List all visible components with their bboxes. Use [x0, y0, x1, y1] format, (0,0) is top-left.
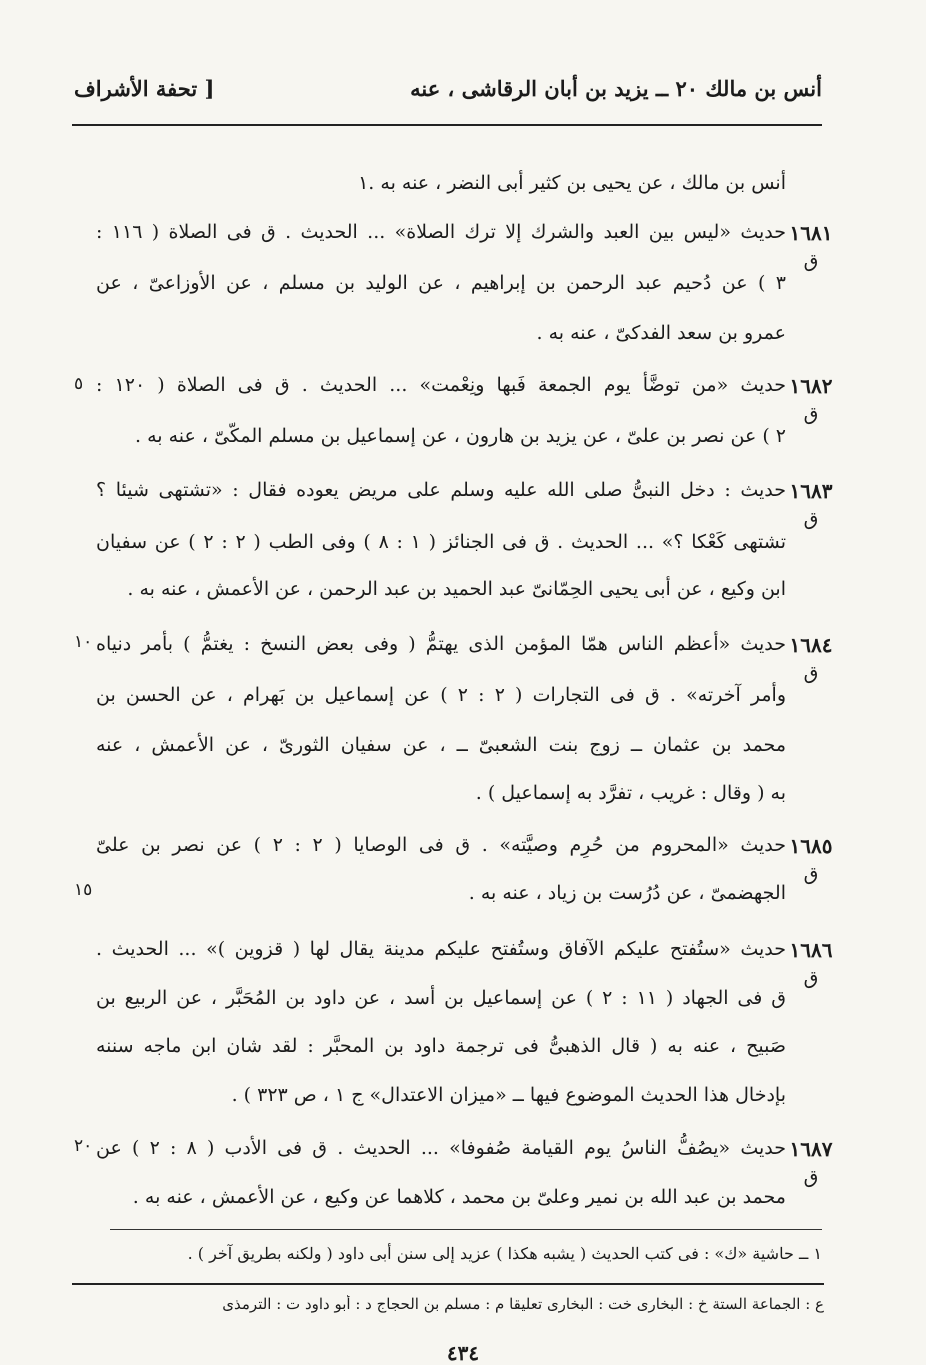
entry-line: حديث «المحروم من حُرِم وصيَّته» . ق فى الوصايا ( ٢ : ٢ ) عن نصر بن علىّ: [96, 834, 786, 856]
entry-line: به ( وقال : غريب ، تفرَّد به إسماعيل ) .: [475, 782, 786, 804]
entry-source-mark: ق: [803, 508, 819, 530]
entry-line: بإدخال هذا الحديث الموضوع فيها ــ «ميزان الاعتدال» ج ١ ، ص ٣٢٣ ) .: [231, 1084, 786, 1106]
entry-source-mark: ق: [803, 250, 819, 272]
entry-number: ١٦٨٤: [789, 633, 833, 657]
entry-line: ٢ ) عن نصر بن علىّ ، عن يزيد بن هارون ، عن إسماعيل بن مسلم المكّىّ ، عنه به .: [135, 425, 786, 447]
entry-number: ١٦٨٣: [789, 479, 833, 503]
entry-source-mark: ق: [803, 863, 819, 885]
header-book-title: [ تحفة الأشراف: [74, 76, 215, 101]
entry-line: حديث «ليس بين العبد والشرك إلا ترك الصلاة» ... الحديث . ق فى الصلاة ( ١١٦ :: [96, 221, 786, 243]
entry-number: ١٦٨٢: [789, 374, 833, 398]
entry-line: صَبيح ، عنه به ( قال الذهبىُّ فى ترجمة داود بن المحبَّر : لقد شان ابن ماجه سننه: [96, 1035, 786, 1057]
margin-line-number: ١٥: [74, 880, 93, 900]
margin-line-number: ٢٠: [74, 1136, 93, 1156]
footnote: ١ ــ حاشية «ك» : فى كتب الحديث ( يشبه هكذا ) عزيد إلى سنن أبى داود ( ولكنه بطريق آخر ) .: [187, 1244, 822, 1263]
entry-line: محمد بن عبد الله بن نمير وعلىّ بن محمد ، كلاهما عن وكيع ، عن الأعمش ، عنه به .: [132, 1186, 786, 1208]
entry-line: حديث «أعظم الناس همّا المؤمن الذى يهتمُّ ( وفى بعض النسخ : يغتمُّ ) بأمر دنياه: [96, 633, 786, 655]
page-number: ٤٣٤: [446, 1341, 480, 1365]
entry-line: حديث «من توضَّأ يوم الجمعة فَبها ونِعْمت» ... الحديث . ق فى الصلاة ( ١٢٠ :: [96, 374, 786, 396]
entry-line: الجهضمىّ ، عن دُرُست بن زياد ، عنه به .: [468, 882, 786, 904]
entry-number: ١٦٨٥: [789, 834, 833, 858]
entry-line: محمد بن عثمان ــ زوج بنت الشعبىّ ــ ، عن سفيان الثورىّ ، عن الأعمش ، عنه: [96, 734, 786, 756]
entry-line: حديث «يصُفُّ الناسُ يوم القيامة صُفوفا» ... الحديث . ق فى الأدب ( ٨ : ٢ ) عن: [96, 1137, 786, 1159]
entry-line: تشتهى كَعْكا ؟» ... الحديث . ق فى الجنائز ( ١ : ٨ ) وفى الطب ( ٢ : ٢ ) عن سفيان: [96, 531, 786, 553]
entry-line: ق فى الجهاد ( ١١ : ٢ ) عن إسماعيل بن أسد ، عن داود بن المُحَبَّر ، عن الربيع بن: [96, 987, 786, 1009]
entry-source-mark: ق: [803, 403, 819, 425]
entry-number: ١٦٨١: [789, 221, 833, 245]
intro-line: أنس بن مالك ، عن يحيى بن كثير أبى النضر ، عنه به .١: [358, 172, 786, 194]
margin-line-number: ٥: [74, 374, 84, 394]
entry-source-mark: ق: [803, 967, 819, 989]
entry-number: ١٦٨٧: [789, 1137, 833, 1161]
entry-source-mark: ق: [803, 662, 819, 684]
header-title: أنس بن مالك ٢٠ ــ يزيد بن أبان الرقاشى ، عنه: [410, 76, 822, 101]
entry-source-mark: ق: [803, 1166, 819, 1188]
entry-line: عمرو بن سعد الفدكىّ ، عنه به .: [536, 322, 786, 344]
footer-rule: [72, 1283, 824, 1285]
margin-line-number: ١٠: [74, 632, 93, 652]
entry-line: ابن وكيع ، عن أبى يحيى الحِمّانىّ عبد الحميد بن عبد الرحمن ، عن الأعمش ، عنه به .: [127, 578, 786, 600]
entry-number: ١٦٨٦: [789, 938, 833, 962]
entry-line: وأمر آخرته» . ق فى التجارات ( ٢ : ٢ ) عن إسماعيل بن بَهرام ، عن الحسن بن: [96, 684, 786, 706]
footer-abbreviations: ع : الجماعة الستة خ : البخارى خت : البخارى تعليقا م : مسلم بن الحجاج د : أبو داود ت : الترمذى: [222, 1295, 824, 1313]
entry-line: ٣ ) عن دُحيم عبد الرحمن بن إبراهيم ، عن الوليد بن مسلم ، عن الأوزاعىّ ، عن: [96, 272, 786, 294]
footnote-rule: [110, 1229, 822, 1230]
entry-line: حديث : دخل النبىُّ صلى الله عليه وسلم على مريض يعوده فقال : «تشتهى شيئا ؟: [96, 479, 786, 501]
header-rule: [72, 124, 822, 126]
entry-line: حديث «ستُفتح عليكم الآفاق وستُفتح عليكم مدينة يقال لها ( قزوين )» ... الحديث .: [96, 938, 786, 960]
